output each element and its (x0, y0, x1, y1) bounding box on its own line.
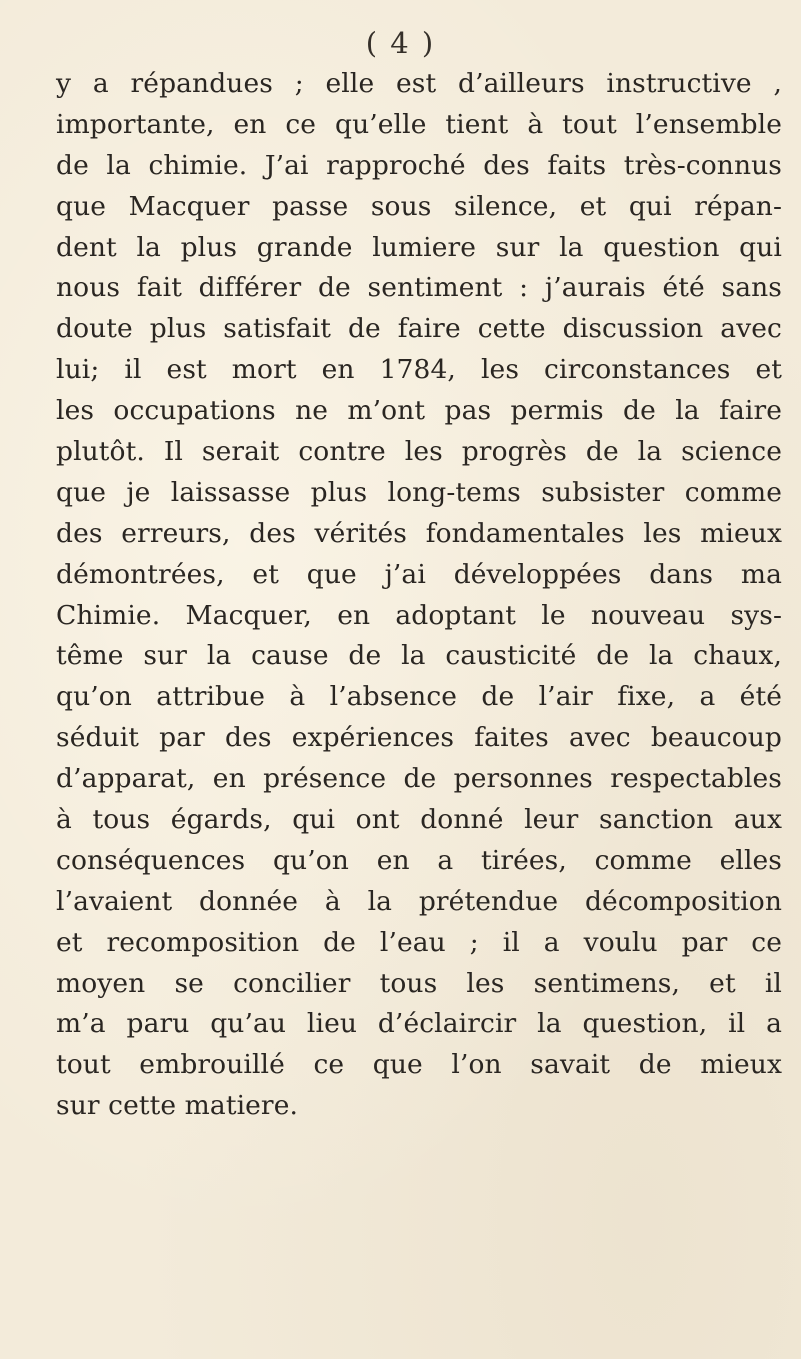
text-line: d’apparat, en présence de personnes respectables (56, 763, 782, 795)
text-line: l’avaient donnée à la prétendue décomposition (56, 885, 782, 917)
text-line: plutôt. Il serait contre les progrès de la science (56, 436, 782, 468)
text-line: tême sur la cause de la causticité de la chaux, (56, 640, 782, 672)
text-line: Chimie. Macquer, en adoptant le nouveau sys- (56, 599, 782, 631)
text-line: tout embrouillé ce que l’on savait de mieux (56, 1049, 782, 1081)
text-line: séduit par des expériences faites avec beaucoup (56, 722, 782, 754)
text-line: démontrées, et que j’ai développées dans ma (56, 558, 782, 590)
text-line: conséquences qu’on en a tirées, comme elles (56, 844, 782, 876)
text-line: nous fait différer de sentiment : j’aurais été sans (56, 272, 782, 304)
text-line: et recomposition de l’eau ; il a voulu par ce (56, 926, 782, 958)
text-line-last: sur cette matiere. (56, 1090, 298, 1122)
text-line: de la chimie. J’ai rapproché des faits très-connus (56, 149, 782, 181)
body-text (56, 64, 782, 1127)
text-line: importante, en ce qu’elle tient à tout l’ensemble (56, 108, 782, 140)
text-line: doute plus satisfait de faire cette discussion avec (56, 313, 782, 345)
text-line: que Macquer passe sous silence, et qui répan- (56, 190, 782, 222)
text-line: lui; il est mort en 1784, les circonstances et (56, 354, 782, 386)
text-line: y a répandues ; elle est d’ailleurs instructive , (56, 68, 782, 99)
text-line: qu’on attribue à l’absence de l’air fixe, a été (56, 681, 782, 713)
text-line: m’a paru qu’au lieu d’éclaircir la question, il a (56, 1008, 782, 1040)
text-line: que je laissasse plus long-tems subsister comme (56, 476, 782, 508)
text-line: moyen se concilier tous les sentimens, et il (56, 967, 782, 999)
text-line: à tous égards, qui ont donné leur sanction aux (56, 804, 782, 836)
text-line: dent la plus grande lumiere sur la question qui (56, 231, 782, 263)
text-line: des erreurs, des vérités fondamentales les mieux (56, 517, 782, 549)
text-line: les occupations ne m’ont pas permis de la faire (56, 395, 782, 427)
page-number: ( 4 ) (365, 26, 436, 60)
